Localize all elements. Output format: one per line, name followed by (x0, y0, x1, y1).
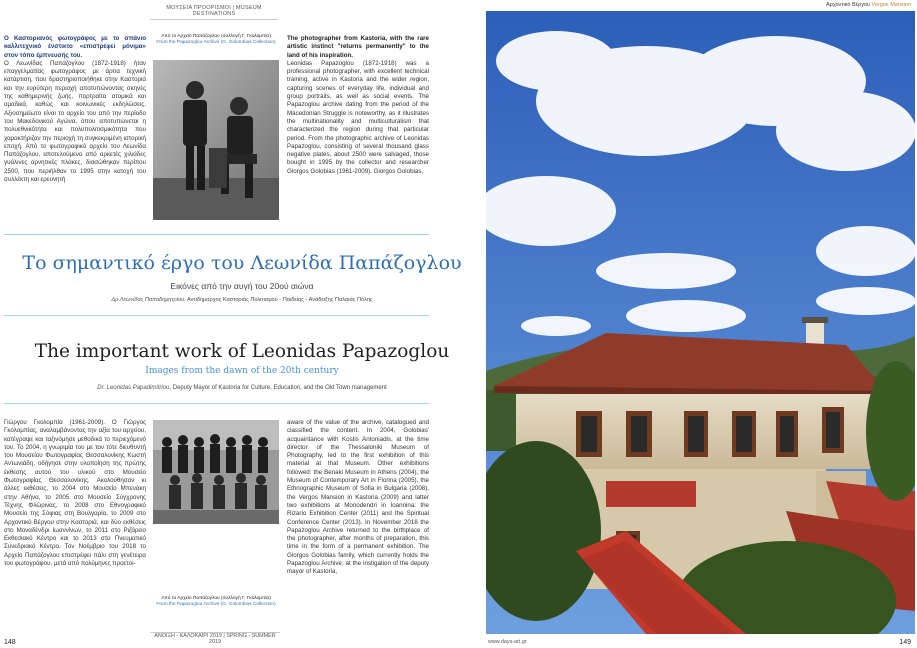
photo-caption-top: Από το Αρχείο Παπάζογλου (συλλογή Γ. Γκολομπία) From the Papazoglou Archive (G. Golombias Collection) (156, 34, 276, 45)
english-body-column (287, 419, 429, 577)
english-intro-column (287, 35, 429, 176)
page-number-right: 149 (899, 639, 911, 646)
english-title: The important work of Leonidas Papazoglou (34, 341, 450, 362)
greek-author: Δρ Λεωνίδας Παπαδημητρίου, Αντιδήμαρχος Καστοριάς Πολιτισμού - Παιδείας - Ανάδειξης Παλαιάς Πόλης (111, 297, 373, 303)
divider-bottom (4, 403, 429, 404)
issue-footer: ΑΝΟΙΞΗ - ΚΑΛΟΚΑΙΡΙ 2019 | SPRING - SUMMER 2019 (154, 633, 276, 645)
greek-body-column (4, 419, 146, 568)
divider-top (4, 234, 429, 235)
english-subtitle: Images from the dawn of the 20th century (145, 366, 339, 376)
photo-caption-bottom: Από το Αρχείο Παπάζογλου (συλλογή Γ. Γκολομπία) From the Papazoglou Archive (G. Golombias Collection) (156, 596, 276, 607)
vergos-mansion-photo (486, 11, 915, 634)
greek-body-bottom: Γιώργου Γκολομπία (1961-2009). Ο Γιώργος Γκολομπίας, αναλαμβάνοντας την αξία του αρχείου, κατέγραψε και ταξινόμησε μεθοδικά το περιεχόμενό του. Το 2004, η γνωριμία του με τον τότε διευθυντή του Μουσείου Φωτογραφίας Θεσσαλονίκης Κωστή Αντωνιάδη, οδήγησε στην υλοποίηση της πρώτης έκθεσης αυτού του υλικού στο Μουσείο Φωτογραφίας Θεσσαλονίκης. Ακολούθησαν κι άλλες εκθέσεις, το 2004 στο Μουσείο Μπενάκη στην Αθήνα, το 2005 στο Μουσείο Σύγχρονης Τέχνης Φλώρινας, το 2008 στο Εθνογραφικό Μουσείο της Σόφιας στη Βουλγαρία, το 2009 στο Αρχοντικό Βέργου στην Καστοριά, και δύο εκθέσεις στο Μοναδένδρι Ιωαννίνων, το 2011 στο Ριζάρειο Εκθεσιακό Κέντρο και το 2013 στο Πνευματικό Συνεδριακό Κέντρο. Τον Νοέμβριο του 2018 το Αρχείο Παπάζογλου επιστρέφει πάλι στη γενέτειρα του φωτογράφου, μετά από πολύμηνες προετοι- (4, 419, 146, 568)
greek-subtitle: Εικόνες από την αυγή του 20ού αιώνα (170, 281, 314, 291)
english-body-top: Leonidas Papazoglou (1872-1918) was a professional photographer, with excellent technical training, active in Kastoria and the wider region, capturing scenes of everyday life, individual and group portraits, as well as social events. The Papazoglou archive dating from the period of the Macedonian Struggle is noteworthy, as it illustrates the multinationality and multiculturalism that characterized the region during that particular period. From the photographic archive of Leonidas Papazoglou, consisting of several thousand glass negative plates, about 2500 were salvaged, those bought in 1995 by the collector and researcher Giorgos Golobias (1961-2009). Giorgos Golobias, (287, 59, 429, 175)
archive-photo-two-men (153, 60, 279, 220)
section-header: ΜΟΥΣΕΙΑ ΠΡΟΟΡΙΣΜΟΙ | MUSEUM DESTINATIONS (150, 5, 278, 20)
english-body-bottom: aware of the value of the archive, catalogued and classified the content. In 2004, Golobias' acquaintance with Kostis Antoniadis, at the time director of the Thessaloniki Museum of Photography, led to the first exhibition of this material at that Museum. Other exhibitions followed: the Benaki Museum in Athens (2004), the Museum of Contemporary Art in Florina (2005), the Ethnographic Museum of Sofia in Bulgaria (2008), the Vergos Mansion in Kastoria (2009) and latter two exhibitions at Monodendri in Ioannina: the Rizario Exhibition Center (2011) and the Spiritual Conference Center (2013). In November 2018 the Papazoglou Archive returned to the birthplace of the photographer, after months of preparation, this time in the form of a permanent exhibition. The Giorgos Golobias family, which currently holds the Papazoglou Archive, at the instigation of the deputy mayor of Kastoria, (287, 419, 429, 576)
mansion-header: Αρχοντικό Βέργου Vergos Mansion (825, 2, 911, 8)
english-lead: The photographer from Kastoria, with the rare artistic instinct "returns permanently" to the land of his inspiration. (287, 35, 429, 59)
greek-body-top: Ο Λεωνίδας Παπάζογλου (1872-1918) ήταν επαγγελματίας φωτογράφος με άρτια τεχνική κατάρτιση, που δραστηριοποιήθηκε στην Καστοριά και την ευρύτερη περιοχή αποτυπώνοντας σκηνές της καθημερινής ζωής, πορτραίτα ατομικά και ομαδικά, καθώς και κοινωνικές εκδηλώσεις. Αξιοσημείωτο είναι το αρχείο του από την περίοδο του Μακεδονικού Αγώνα, όπου αποτυπώνεται η πολυεθνικότητα και πολυπολιτισμικότητα που χαρακτήριζαν την περιοχή τη συγκεκριμένη ιστορική εποχή. Από το φωτογραφικό αρχείο του Λεωνίδα Παπάζογλου, αποτελούμενο από αρκετές χιλιάδες γυάλινες αρνητικές πλάκες, διασώθηκαν περίπου 2500, που περιήλθαν το 1995 στην κατοχή του συλλέκτη και ερευνητή (4, 59, 146, 184)
greek-title: Το σημαντικό έργο του Λεωνίδα Παπάζογλου (22, 252, 462, 274)
greek-intro-column (4, 35, 146, 184)
archive-photo-group (153, 420, 279, 524)
website-footer: www.days-art.gr (488, 639, 527, 645)
right-page (484, 0, 917, 648)
greek-lead: Ο Καστοριανός φωτογράφος με το σπάνιο καλλιτεχνικό ένστικτο «επιστρέφει μόνιμα» στον τόπο έμπνευσής του. (4, 35, 146, 59)
page-number-left: 148 (4, 639, 16, 646)
english-author: Dr. Leonidas Papadimitriou, Deputy Mayor of Kastoria for Culture, Education, and the Old Town management (97, 385, 387, 391)
divider-middle (4, 315, 429, 316)
